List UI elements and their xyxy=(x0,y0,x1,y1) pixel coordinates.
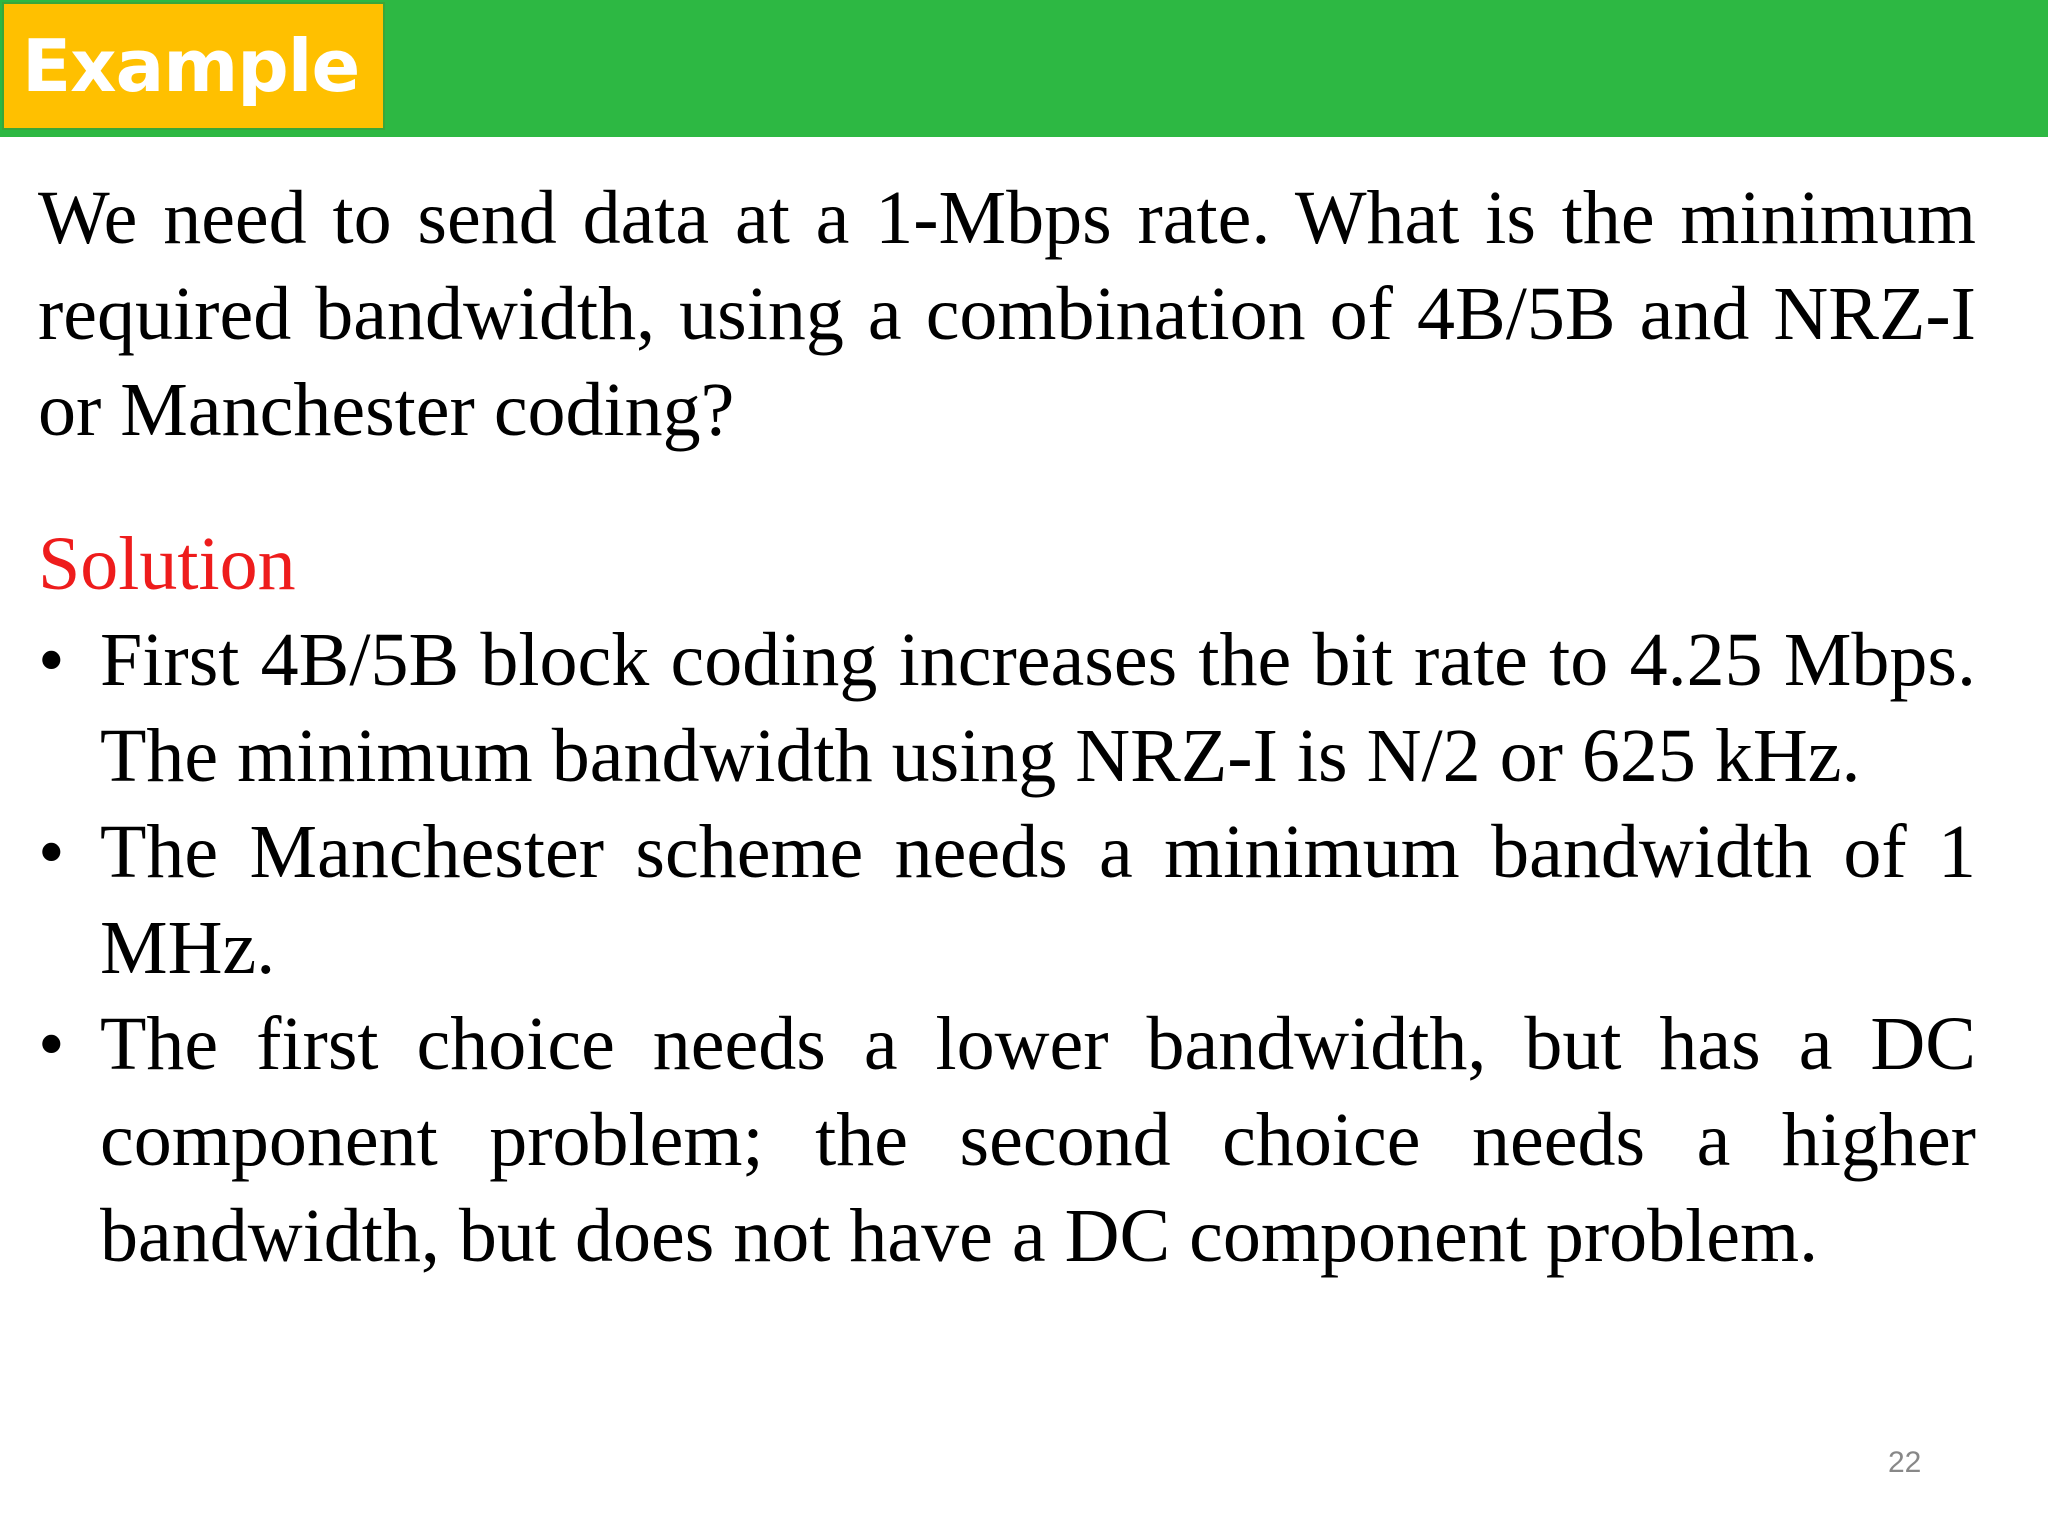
page-number: 22 xyxy=(1888,1446,1922,1479)
bullet-item xyxy=(38,612,1976,804)
bullet-text: The first choice needs a lower bandwidth, but has a DC component problem; the second choice needs a higher bandwidth, but does not have a DC component problem. xyxy=(100,1002,1976,1278)
slide-title: Example xyxy=(2,2,385,130)
bullet-dot-icon: • xyxy=(38,618,65,702)
bullet-item xyxy=(38,996,1976,1284)
question-text: We need to send data at a 1-Mbps rate. What is the minimum required bandwidth, using a combination of 4B/5B and NRZ-I or Manchester coding? xyxy=(38,176,1976,452)
bullet-dot-icon: • xyxy=(38,810,65,894)
bullet-dot-icon: • xyxy=(38,1002,65,1086)
bullet-item xyxy=(38,804,1976,996)
solution-bullets xyxy=(38,612,1976,1284)
slide-content xyxy=(38,170,1976,1284)
solution-heading: Solution xyxy=(38,522,296,606)
bullet-text: The Manchester scheme needs a minimum bandwidth of 1 MHz. xyxy=(100,810,1976,990)
bullet-text: First 4B/5B block coding increases the bit rate to 4.25 Mbps. The minimum bandwidth using NRZ-I is N/2 or 625 kHz. xyxy=(100,618,1976,798)
